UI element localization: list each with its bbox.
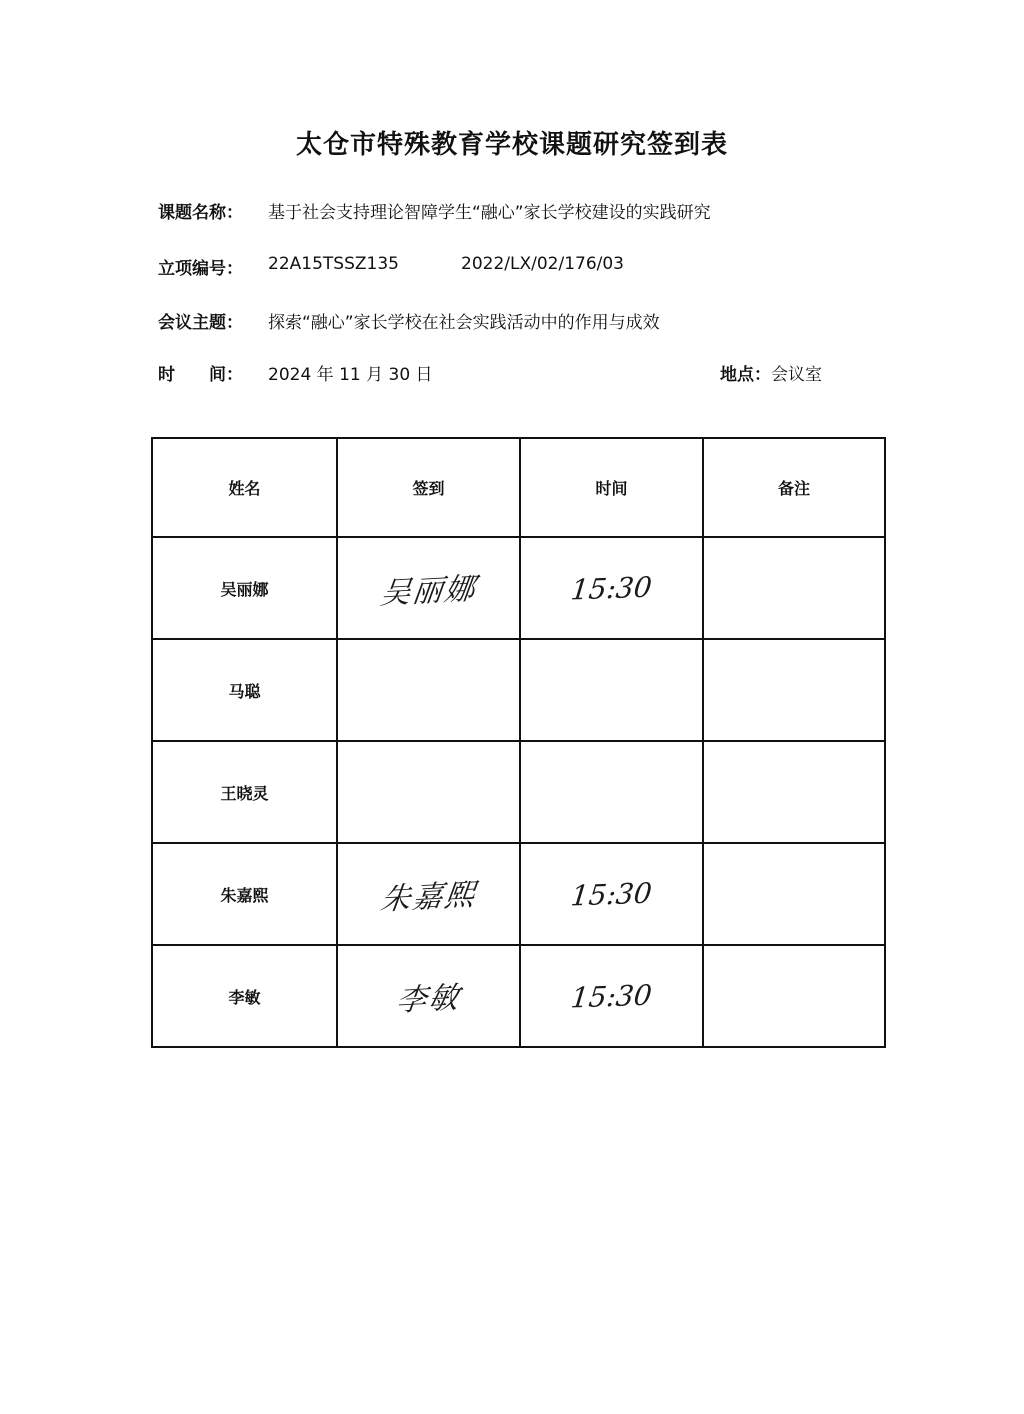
time-cell	[520, 843, 703, 945]
header-time: 时间	[520, 438, 703, 537]
signature-cell	[337, 741, 520, 843]
table-row	[152, 945, 885, 1047]
location	[720, 360, 822, 385]
signature-cell	[337, 843, 520, 945]
time-cell	[520, 741, 703, 843]
location-value: 会议室	[771, 365, 822, 385]
time-cell	[520, 639, 703, 741]
header-note: 备注	[703, 438, 885, 537]
name-cell: 王晓灵	[152, 741, 337, 843]
handwritten-signature: 朱嘉熙	[377, 877, 479, 918]
handwritten-time: 15:30	[569, 978, 654, 1014]
signature-cell	[337, 537, 520, 639]
project-code-value-2: 2022/LX/02/176/03	[461, 254, 625, 274]
time-cell	[520, 537, 703, 639]
note-cell	[703, 843, 885, 945]
location-label: 地点：	[720, 365, 771, 385]
handwritten-time: 15:30	[569, 570, 654, 606]
topic-value: 基于社会支持理论智障学生“融心”家长学校建设的实践研究	[268, 203, 711, 223]
project-code-value-1: 22A15TSSZ135	[268, 254, 399, 274]
name-cell: 朱嘉熙	[152, 843, 337, 945]
meeting-theme-label: 会议主题：	[158, 313, 243, 333]
handwritten-signature: 李敏	[393, 980, 463, 1019]
project-code-label: 立项编号：	[158, 259, 243, 279]
table-row	[152, 843, 885, 945]
note-cell	[703, 639, 885, 741]
header-signature: 签到	[337, 438, 520, 537]
name-cell: 马聪	[152, 639, 337, 741]
time-cell	[520, 945, 703, 1047]
sign-in-table	[151, 437, 886, 1048]
meeting-theme-value: 探索“融心”家长学校在社会实践活动中的作用与成效	[268, 313, 660, 333]
meeting-time-value: 2024 年 11 月 30 日	[268, 365, 433, 385]
document-title: 太仓市特殊教育学校课题研究签到表	[295, 130, 728, 160]
signature-cell	[337, 639, 520, 741]
table-row	[152, 741, 885, 843]
name-cell: 吴丽娜	[152, 537, 337, 639]
handwritten-time: 15:30	[569, 876, 654, 912]
signature-cell	[337, 945, 520, 1047]
handwritten-signature: 吴丽娜	[377, 571, 479, 612]
header-name: 姓名	[152, 438, 337, 537]
name-cell: 李敏	[152, 945, 337, 1047]
topic-label: 课题名称：	[158, 203, 243, 223]
note-cell	[703, 537, 885, 639]
meeting-time-label: 时 间：	[158, 365, 243, 385]
table-row	[152, 537, 885, 639]
table-row	[152, 639, 885, 741]
table-header-row	[152, 438, 885, 537]
note-cell	[703, 945, 885, 1047]
note-cell	[703, 741, 885, 843]
